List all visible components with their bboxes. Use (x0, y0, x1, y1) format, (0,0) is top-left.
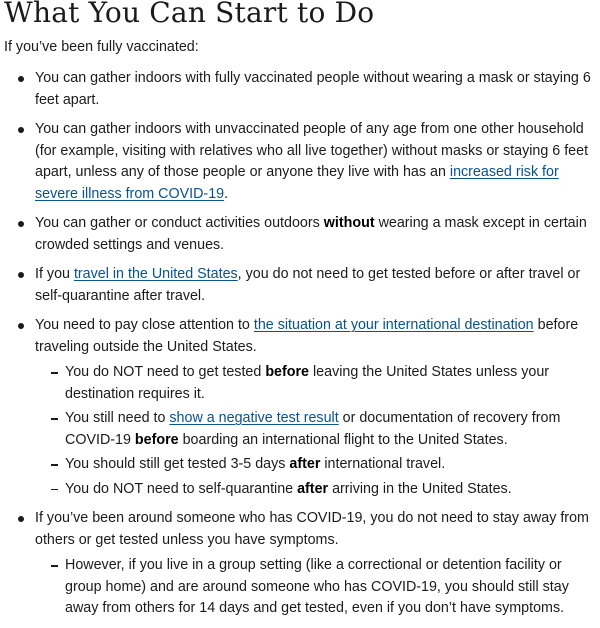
sublist-item-text-end: leaving the United States unless your destination requires it. (65, 364, 550, 402)
sublist-item-text: You do NOT need to get tested (65, 364, 266, 380)
international-destination-link[interactable]: the situation at your international destination (253, 317, 534, 333)
sublist-item-testing-before-leaving (35, 362, 592, 405)
sublist-item-negative-test (35, 408, 592, 451)
emphasis-before: before (134, 431, 179, 448)
page-title: What You Can Start to Do (4, 0, 375, 29)
intro-text: If you’ve been fully vaccinated: (4, 39, 199, 55)
negative-test-result-link[interactable]: show a negative test result (169, 410, 339, 426)
list-item-international-travel (0, 315, 600, 500)
list-item-text-end: wearing a mask except in certain crowded settings and venues. (35, 215, 587, 253)
travel-in-us-link[interactable]: travel in the United States (73, 266, 238, 282)
emphasis-before: before (265, 364, 310, 380)
increased-risk-link[interactable]: increased risk for severe illness from COVID-19 (35, 164, 559, 202)
list-item-text-end: , you do not need to get tested before or after travel or self-quarantine after travel. (35, 266, 581, 304)
list-item-text: You can gather or conduct activities outdoors (35, 215, 324, 231)
emphasis-after: after (297, 480, 329, 497)
list-item-text: You can gather indoors with unvaccinated people of any age from one other household (for example, visiting with relatives who all live together) without masks or staying 6 feet apart, unless any of those people or anyone they live with has an (35, 121, 589, 180)
list-item-indoor-unvaccinated (0, 119, 600, 205)
vaccinated-guidance-list (0, 68, 600, 628)
sublist-item-text-end: international travel. (320, 456, 446, 472)
list-item-outdoors (0, 213, 600, 256)
list-item-indoor-vaccinated (0, 68, 600, 111)
list-item-text: You need to pay close attention to (35, 317, 254, 333)
international-travel-sublist (35, 362, 592, 500)
list-item-domestic-travel (0, 264, 600, 307)
sublist-item-text-end: arriving in the United States. (328, 480, 512, 497)
list-item-text: If you’ve been around someone who has COVID-19, you do not need to stay away from others or get tested unless you have symptoms. (35, 510, 589, 548)
sublist-item-text-end: boarding an international flight to the United States. (178, 431, 508, 448)
sublist-item-no-quarantine (35, 479, 592, 501)
list-item-text-end: before traveling outside the United States. (35, 317, 579, 355)
sublist-item-text: However, if you live in a group setting (like a correctional or detention facility or group home) and are around someone who has COVID-19, you should still stay away from others for 14 days and get tested, even if you don’t have symptoms. (65, 557, 569, 616)
list-item-text-end: . (224, 185, 229, 202)
sublist-item-group-setting (35, 555, 592, 620)
exposure-sublist (35, 555, 592, 620)
list-item-exposure (0, 508, 600, 620)
list-item-text: You can gather indoors with fully vaccinated people without wearing a mask or staying 6 feet apart. (35, 70, 591, 108)
sublist-item-text: You still need to (65, 410, 170, 426)
sublist-item-text: You do NOT need to self-quarantine (65, 480, 298, 497)
emphasis-after: after (289, 456, 321, 472)
emphasis-without: without (323, 215, 375, 231)
list-item-text: If you (35, 266, 74, 282)
sublist-item-test-after-travel (35, 454, 592, 476)
sublist-item-text-middle: or documentation of recovery from COVID-19 (65, 410, 561, 448)
sublist-item-text: You should still get tested 3-5 days (65, 456, 290, 472)
